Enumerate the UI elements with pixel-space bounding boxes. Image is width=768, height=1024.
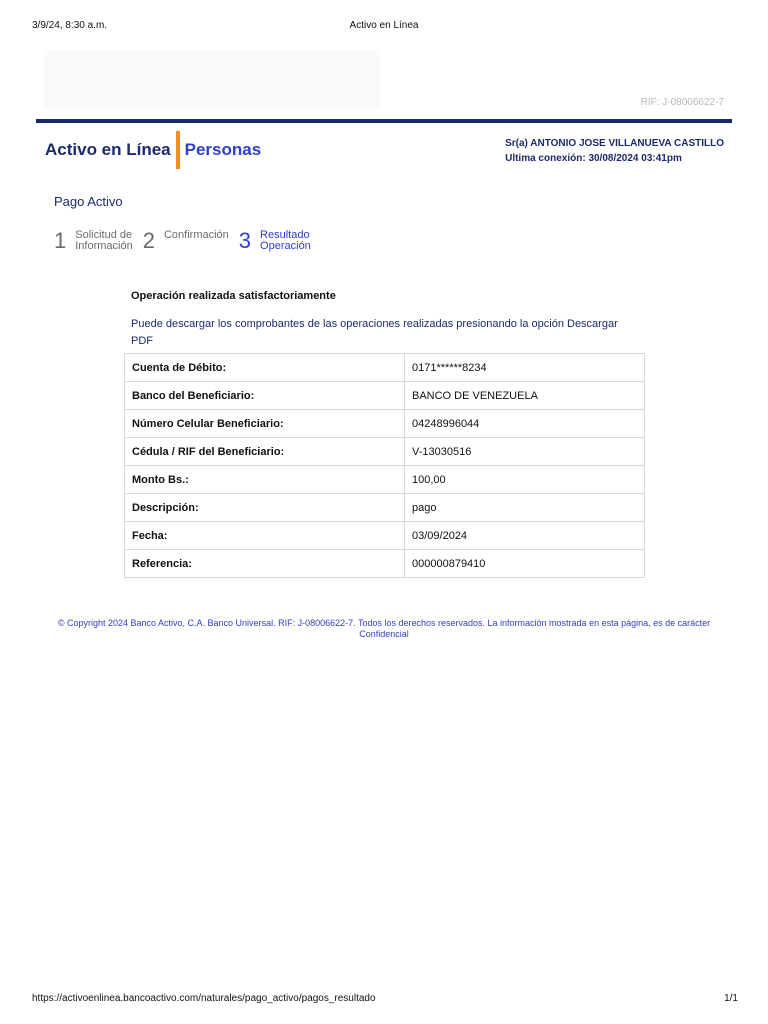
detail-value: 03/09/2024	[405, 522, 645, 550]
print-footer	[32, 993, 738, 1007]
rif-label: RIF: J-08006622-7	[640, 97, 724, 108]
detail-value: pago	[405, 494, 645, 522]
table-row	[125, 410, 645, 438]
brand-main: Activo en Línea	[45, 140, 171, 159]
step-label	[75, 230, 132, 252]
success-message: Operación realizada satisfactoriamente	[131, 290, 336, 302]
detail-label: Cuenta de Débito:	[125, 354, 405, 382]
detail-label: Número Celular Beneficiario:	[125, 410, 405, 438]
detail-label: Cédula / RIF del Beneficiario:	[125, 438, 405, 466]
detail-label: Referencia:	[125, 550, 405, 578]
stepper	[54, 228, 321, 253]
detail-label: Monto Bs.:	[125, 466, 405, 494]
header-divider	[36, 119, 732, 123]
print-datetime: 3/9/24, 8:30 a.m.	[32, 20, 108, 31]
step-number: 1	[54, 228, 67, 253]
page-title: Pago Activo	[54, 194, 123, 209]
copyright-footer: © Copyright 2024 Banco Activo, C.A. Banco Universal. RIF: J-08006622-7. Todos los derechos reservados. La información mostrada en esta página, es de carácter Confidencial	[57, 618, 711, 639]
table-row	[125, 550, 645, 578]
print-page-title: Activo en Línea	[349, 20, 419, 31]
step-label-line: Operación	[260, 240, 311, 252]
detail-value: 000000879410	[405, 550, 645, 578]
detail-label: Descripción:	[125, 494, 405, 522]
step-label-line: Resultado	[260, 229, 310, 241]
step-3	[239, 228, 311, 253]
step-2	[143, 228, 229, 253]
step-1	[54, 228, 133, 253]
detail-label: Fecha:	[125, 522, 405, 550]
table-row	[125, 522, 645, 550]
detail-value: 100,00	[405, 466, 645, 494]
print-page-count: 1/1	[724, 993, 738, 1004]
detail-value: BANCO DE VENEZUELA	[405, 382, 645, 410]
step-number: 3	[238, 228, 252, 253]
step-number: 2	[142, 228, 155, 253]
step-label-line: Información	[75, 240, 133, 252]
detail-value: 04248996044	[405, 410, 645, 438]
step-label-line: Solicitud de	[75, 229, 133, 241]
table-row	[125, 494, 645, 522]
table-row	[125, 382, 645, 410]
user-name: Sr(a) ANTONIO JOSE VILLANUEVA CASTILLO	[505, 138, 724, 149]
last-login: Ultima conexión: 30/08/2024 03:41pm	[505, 153, 682, 164]
table-row	[125, 466, 645, 494]
download-info: Puede descargar los comprobantes de las operaciones realizadas presionando la opción Descargar PDF	[131, 318, 618, 347]
brand	[45, 131, 261, 169]
print-header	[32, 20, 736, 34]
table-row	[125, 354, 645, 382]
step-label	[164, 230, 229, 241]
user-info	[505, 136, 724, 166]
print-url: https://activoenlinea.bancoactivo.com/naturales/pago_activo/pagos_resultado	[32, 993, 376, 1004]
step-label	[260, 230, 311, 252]
operation-details-table	[124, 353, 645, 578]
detail-value: V-13030516	[405, 438, 645, 466]
step-label-line: Confirmación	[163, 229, 229, 241]
brand-sub: Personas	[184, 140, 262, 159]
detail-label: Banco del Beneficiario:	[125, 382, 405, 410]
detail-value: 0171******8234	[405, 354, 645, 382]
bank-logo-banner	[44, 50, 380, 108]
brand-separator	[176, 131, 180, 169]
table-row	[125, 438, 645, 466]
